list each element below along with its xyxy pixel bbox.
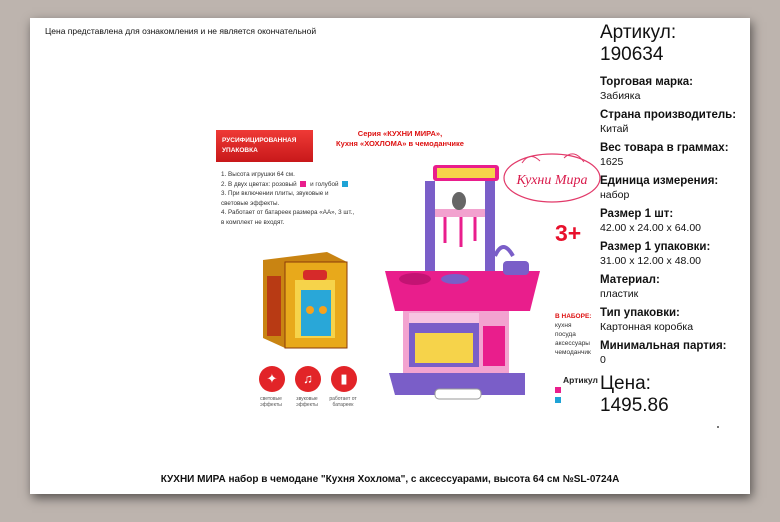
- spec-package-size: [600, 240, 750, 273]
- price-disclaimer: Цена представлена для ознакомления и не является окончательной: [45, 26, 317, 36]
- spec-value: набор: [600, 189, 630, 201]
- in-set-item: кухня: [555, 322, 572, 329]
- article-number: 190634: [600, 44, 664, 65]
- article-heading: [600, 22, 750, 66]
- spec-item-size: [600, 207, 750, 240]
- spec-label: Материал:: [600, 274, 660, 286]
- blue-swatch: [555, 397, 561, 403]
- pink-swatch: [555, 387, 561, 393]
- decorative-dot: [717, 426, 719, 428]
- in-set-list: [555, 312, 615, 357]
- spec-value: пластик: [600, 288, 639, 300]
- series-line: Кухня «ХОХЛОМА» в чемоданчике: [336, 139, 464, 148]
- spec-label: Торговая марка:: [600, 76, 693, 88]
- box-illustration: [255, 250, 351, 350]
- product-image: [215, 126, 598, 408]
- spec-unit: [600, 174, 750, 207]
- article-label: Артикул:: [600, 22, 677, 43]
- spec-value: Забияка: [600, 90, 641, 102]
- spec-label: Страна производитель:: [600, 109, 737, 121]
- spec-value: 0: [600, 354, 606, 366]
- spec-min-order: [600, 339, 750, 372]
- feature-list: [221, 170, 361, 227]
- feature-line: световые эффекты.: [221, 199, 280, 207]
- spec-label: Размер 1 шт:: [600, 208, 674, 220]
- spec-value: 31.00 x 12.00 x 48.00: [600, 255, 701, 267]
- in-set-item: чемоданчик: [555, 349, 591, 356]
- spec-label: Единица измерения:: [600, 175, 719, 187]
- feature-line: 3. При включении плиты, звуковые и: [221, 190, 329, 197]
- russified-package-banner: [216, 130, 313, 162]
- banner-line: РУСИФИЦИРОВАННАЯ: [222, 137, 297, 144]
- in-set-item: аксессуары: [555, 340, 590, 347]
- spec-weight: [600, 141, 750, 174]
- logo-text: Кухни Мира: [516, 173, 588, 188]
- price-value: 1495.86: [600, 395, 669, 416]
- feature-icon-label: звуковые эффекты: [296, 396, 318, 408]
- spec-country: [600, 108, 750, 141]
- image-article-label: Артикул: [563, 375, 598, 385]
- feature-text: 2. В двух цветах: розовый: [221, 180, 297, 188]
- spec-value: 1625: [600, 156, 624, 168]
- feature-line: 4. Работает от батареек размера «АА», 3 шт.,: [221, 209, 355, 216]
- feature-text: и голубой: [310, 180, 339, 188]
- feature-line: [221, 180, 361, 190]
- spec-label: Вес товара в граммах:: [600, 142, 729, 154]
- in-set-item: посуда: [555, 331, 576, 338]
- age-rating: 3+: [555, 220, 582, 246]
- spec-brand: [600, 75, 750, 108]
- spec-label: Размер 1 упаковки:: [600, 241, 711, 253]
- spec-package-type: [600, 306, 750, 339]
- series-line: Серия «КУХНИ МИРА»,: [357, 129, 443, 138]
- in-set-heading: В НАБОРЕ:: [555, 313, 592, 320]
- spec-value: Картонная коробка: [600, 321, 694, 333]
- product-sheet: [30, 18, 750, 494]
- spec-label: Минимальная партия:: [600, 340, 727, 352]
- pink-swatch: [300, 181, 306, 187]
- spec-label: Тип упаковки:: [600, 307, 680, 319]
- blue-swatch: [342, 181, 348, 187]
- spec-value: Китай: [600, 123, 629, 135]
- feature-line: 1. Высота игрушки 64 см.: [221, 171, 295, 178]
- price-label: Цена:: [600, 373, 651, 394]
- spec-list: [600, 75, 750, 372]
- series-title: [315, 129, 485, 149]
- spec-value: 42.00 x 24.00 x 64.00: [600, 222, 701, 234]
- feature-icon-label: работает от батареек: [329, 396, 357, 408]
- banner-line: УПАКОВКА: [222, 147, 258, 154]
- battery-icon: ▮: [331, 366, 357, 392]
- feature-line: в комплект не входят.: [221, 218, 285, 226]
- music-note-icon: ♫: [295, 366, 321, 392]
- kitchen-toy: [375, 161, 550, 406]
- light-bulb-icon: ✦: [259, 366, 285, 392]
- product-caption: КУХНИ МИРА набор в чемодане "Кухня Хохлома", с аксессуарами, высота 64 см №SL-0724A: [160, 474, 620, 485]
- spec-material: [600, 273, 750, 306]
- feature-icon-label: световые эффекты: [260, 396, 282, 408]
